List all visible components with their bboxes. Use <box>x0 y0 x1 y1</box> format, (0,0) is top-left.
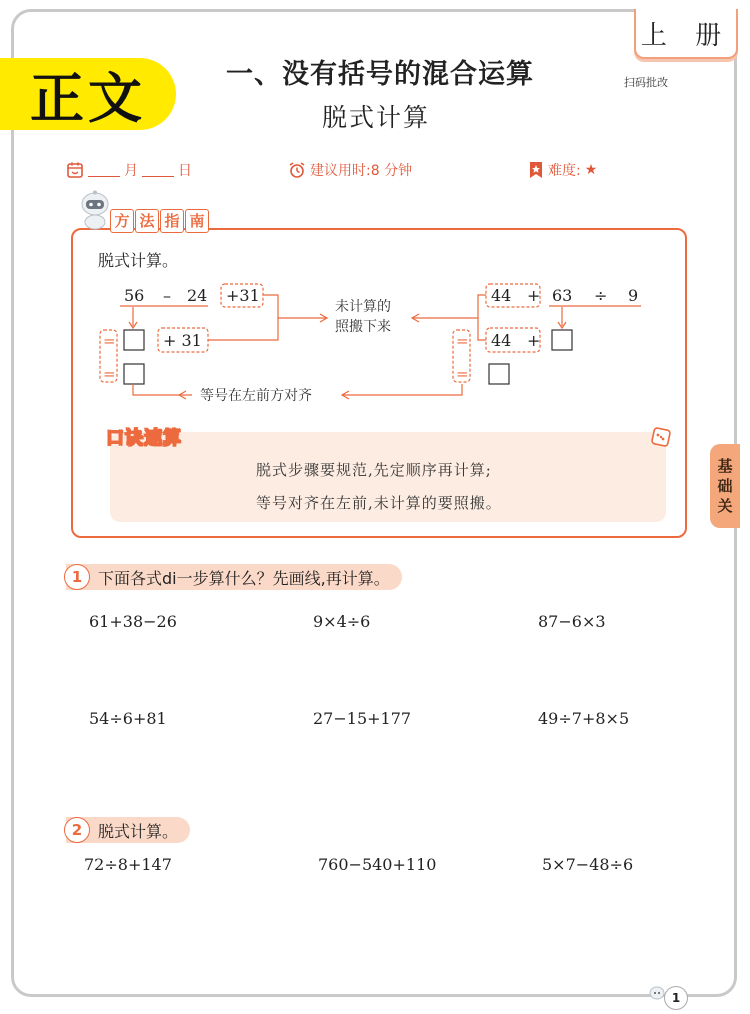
section-1-header <box>66 564 402 590</box>
right-expr-44: 44 <box>491 286 512 305</box>
page-subtitle: 脱式计算 <box>322 103 431 132</box>
section-badge: 正文 <box>0 58 176 130</box>
left-answer-box-2 <box>124 364 144 384</box>
volume-tab: 上 册 <box>634 9 738 59</box>
level-tab-char-3: 关 <box>717 497 733 515</box>
right-step-plus: + <box>527 331 541 350</box>
difficulty-label: 难度: <box>548 163 581 179</box>
exercise-2-1[interactable]: 72÷8+147 <box>84 855 172 874</box>
level-tab-char-2: 础 <box>717 477 733 495</box>
day-label: 日 <box>178 163 192 179</box>
page-number: 1 <box>664 986 688 1010</box>
left-equals-2: = <box>103 365 116 383</box>
method-heading: 脱式计算。 <box>98 251 179 270</box>
scan-correct-note: 扫码批改 <box>624 76 668 89</box>
exercise-2-2[interactable]: 760−540+110 <box>318 855 437 874</box>
method-label-char: 方 <box>110 209 134 233</box>
mnemonic-label: 口诀速算 <box>106 428 182 449</box>
exercise-2-3[interactable]: 5×7−48÷6 <box>542 855 634 874</box>
exercise-1-6[interactable]: 49÷7+8×5 <box>538 709 630 728</box>
right-answer-box-1 <box>552 330 572 350</box>
note-copy-line2: 照搬下来 <box>335 319 391 335</box>
dice-icon <box>650 426 672 448</box>
mnemonic-line-2: 等号对齐在左前,未计算的要照搬。 <box>256 494 502 512</box>
suggested-time-text: 建议用时:8 分钟 <box>310 163 413 179</box>
section-2-number: 2 <box>64 817 90 843</box>
left-answer-box-1 <box>124 330 144 350</box>
left-equals-1: = <box>103 332 116 350</box>
section-2-instruction: 脱式计算。 <box>98 821 179 841</box>
right-expr-div: ÷ <box>594 286 608 305</box>
mnemonic-line-1: 脱式步骤要规范,先定顺序再计算; <box>256 461 492 479</box>
right-step-44: 44 <box>491 331 512 350</box>
exercise-1-3[interactable]: 87−6×3 <box>538 612 606 631</box>
note-equals-align: 等号在左前方对齐 <box>200 388 312 404</box>
level-tab-char-1: 基 <box>717 457 733 475</box>
method-label-char: 指 <box>160 209 184 233</box>
method-diagram <box>0 0 750 420</box>
right-expr-plus: + <box>527 286 541 305</box>
exercise-1-2[interactable]: 9×4÷6 <box>313 612 371 631</box>
exercise-1-1[interactable]: 61+38−26 <box>89 612 177 631</box>
right-answer-box-2 <box>489 364 509 384</box>
left-expr-56: 56 <box>124 286 145 305</box>
right-expr-63: 63 <box>552 286 573 305</box>
left-step-plus31: + 31 <box>163 331 202 350</box>
exercise-1-5[interactable]: 27−15+177 <box>313 709 412 728</box>
right-expr-9: 9 <box>628 286 639 305</box>
note-copy-line1: 未计算的 <box>335 299 391 315</box>
exercise-1-4[interactable]: 54÷6+81 <box>89 709 167 728</box>
right-equals-1: = <box>456 332 469 350</box>
month-label: 月 <box>124 163 138 179</box>
difficulty-stars: ★ <box>584 162 598 178</box>
section-2-header <box>66 817 190 843</box>
page-title: 一、没有括号的混合运算 <box>226 59 534 90</box>
right-equals-2: = <box>456 365 469 383</box>
method-label-char: 南 <box>185 209 209 233</box>
section-1-number: 1 <box>64 564 90 590</box>
level-side-tab <box>710 444 740 528</box>
method-label-char: 法 <box>135 209 159 233</box>
left-expr-plus31: +31 <box>226 286 260 305</box>
left-expr-minus: – <box>163 286 171 305</box>
left-expr-24: 24 <box>187 286 208 305</box>
section-1-instruction: 下面各式di一步算什么？先画线,再计算。 <box>98 568 390 588</box>
